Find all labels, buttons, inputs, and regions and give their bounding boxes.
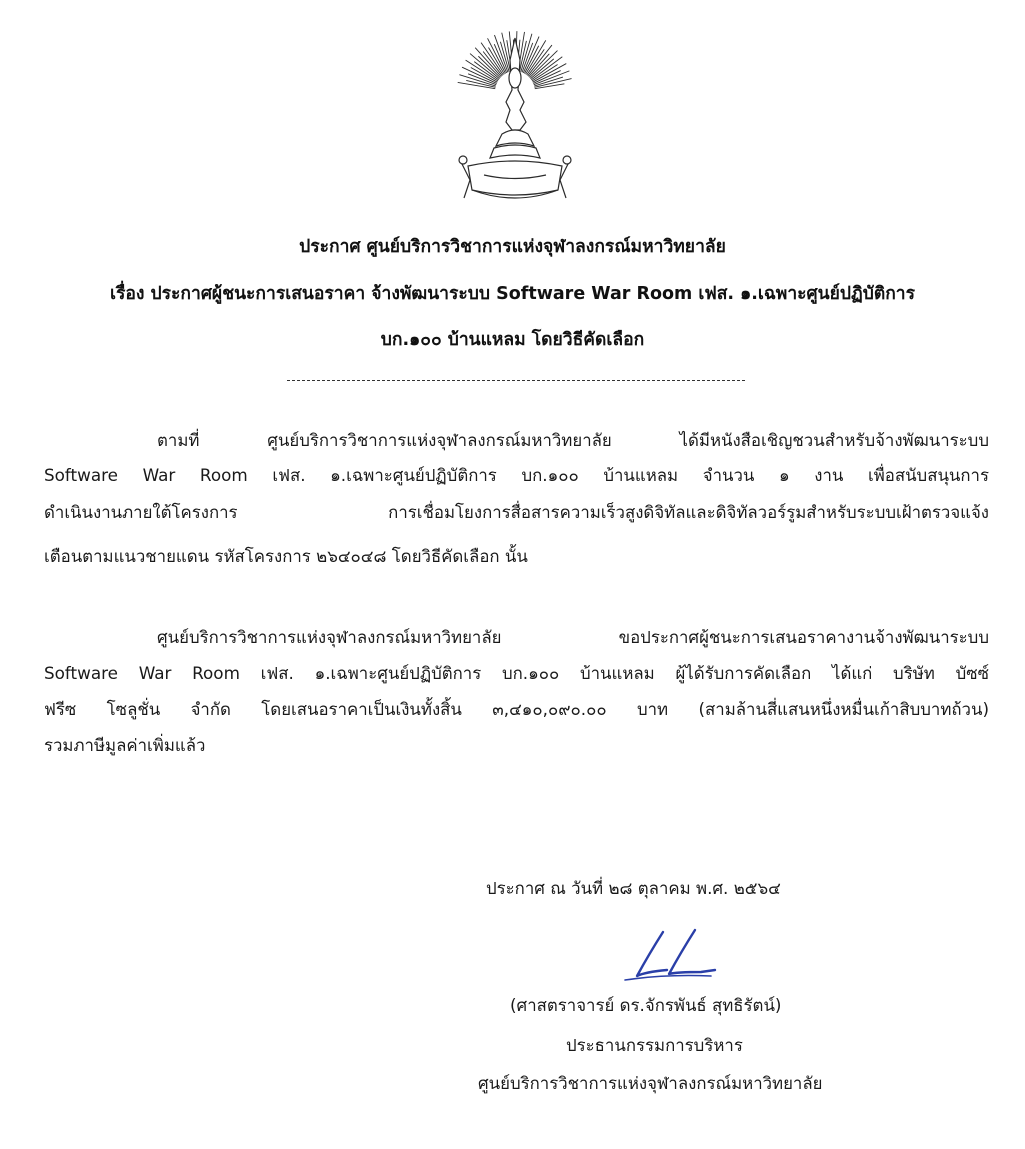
paragraph-1-line-4: เตือนตามแนวชายแดน รหัสโครงการ ๒๖๔๐๔๘ โดยวิธีคัดเลือก นั้น: [44, 546, 528, 566]
paragraph-1-line-3: ดำเนินงานภายใต้โครงการ การเชื่อมโยงการสื่อสารความเร็วสูงดิจิทัลและดิจิทัลวอร์รูมสำหรับระบบเฝ้าตรวจแจ้ง: [44, 502, 989, 522]
signer-position: ประธานกรรมการบริหาร: [566, 1035, 743, 1055]
announcement-title: ประกาศ ศูนย์บริการวิชาการแห่งจุฬาลงกรณ์มหาวิทยาลัย: [299, 237, 726, 257]
paragraph-2-line-3: ฟรีซ โซลูชั่น จำกัด โดยเสนอราคาเป็นเงินทั้งสิ้น ๓,๔๑๐,๐๙๐.๐๐ บาท (สามล้านสี่แสนหนึ่งหมื่นเก้าสิบบาทถ้วน): [44, 699, 989, 719]
signer-name: (ศาสตราจารย์ ดร.จักรพันธ์ สุทธิรัตน์): [510, 995, 782, 1015]
paragraph-2-line-1: ศูนย์บริการวิชาการแห่งจุฬาลงกรณ์มหาวิทยาลัย ขอประกาศผู้ชนะการเสนอราคางานจ้างพัฒนาระบบ: [157, 627, 989, 647]
paragraph-2-line-2: Software War Room เฟส. ๑.เฉพาะศูนย์ปฏิบัติการ บก.๑๐๐ บ้านแหลม ผู้ได้รับการคัดเลือก ได้แก่ บริษัท บัซซ์: [44, 663, 989, 683]
announcement-subject-continued: บก.๑๐๐ บ้านแหลม โดยวิธีคัดเลือก: [380, 330, 645, 350]
paragraph-2-line-4: รวมภาษีมูลค่าเพิ่มแล้ว: [44, 735, 206, 755]
paragraph-1-line-1: ตามที่ ศูนย์บริการวิชาการแห่งจุฬาลงกรณ์มหาวิทยาลัย ได้มีหนังสือเชิญชวนสำหรับจ้างพัฒนาระบบ: [157, 430, 989, 450]
chulalongkorn-emblem-icon: [454, 30, 576, 210]
paragraph-1-line-2: Software War Room เฟส. ๑.เฉพาะศูนย์ปฏิบัติการ บก.๑๐๐ บ้านแหลม จำนวน ๑ งาน เพื่อสนับสนุนการ: [44, 465, 989, 485]
title-divider: [287, 380, 745, 381]
announcement-date: ประกาศ ณ วันที่ ๒๘ ตุลาคม พ.ศ. ๒๕๖๔: [486, 878, 781, 898]
announcement-subject: เรื่อง ประกาศผู้ชนะการเสนอราคา จ้างพัฒนาระบบ Software War Room เฟส. ๑.เฉพาะศูนย์ปฏิบัติการ: [109, 284, 916, 304]
signer-organization: ศูนย์บริการวิชาการแห่งจุฬาลงกรณ์มหาวิทยาลัย: [478, 1073, 823, 1093]
handwritten-signature: [615, 928, 725, 984]
